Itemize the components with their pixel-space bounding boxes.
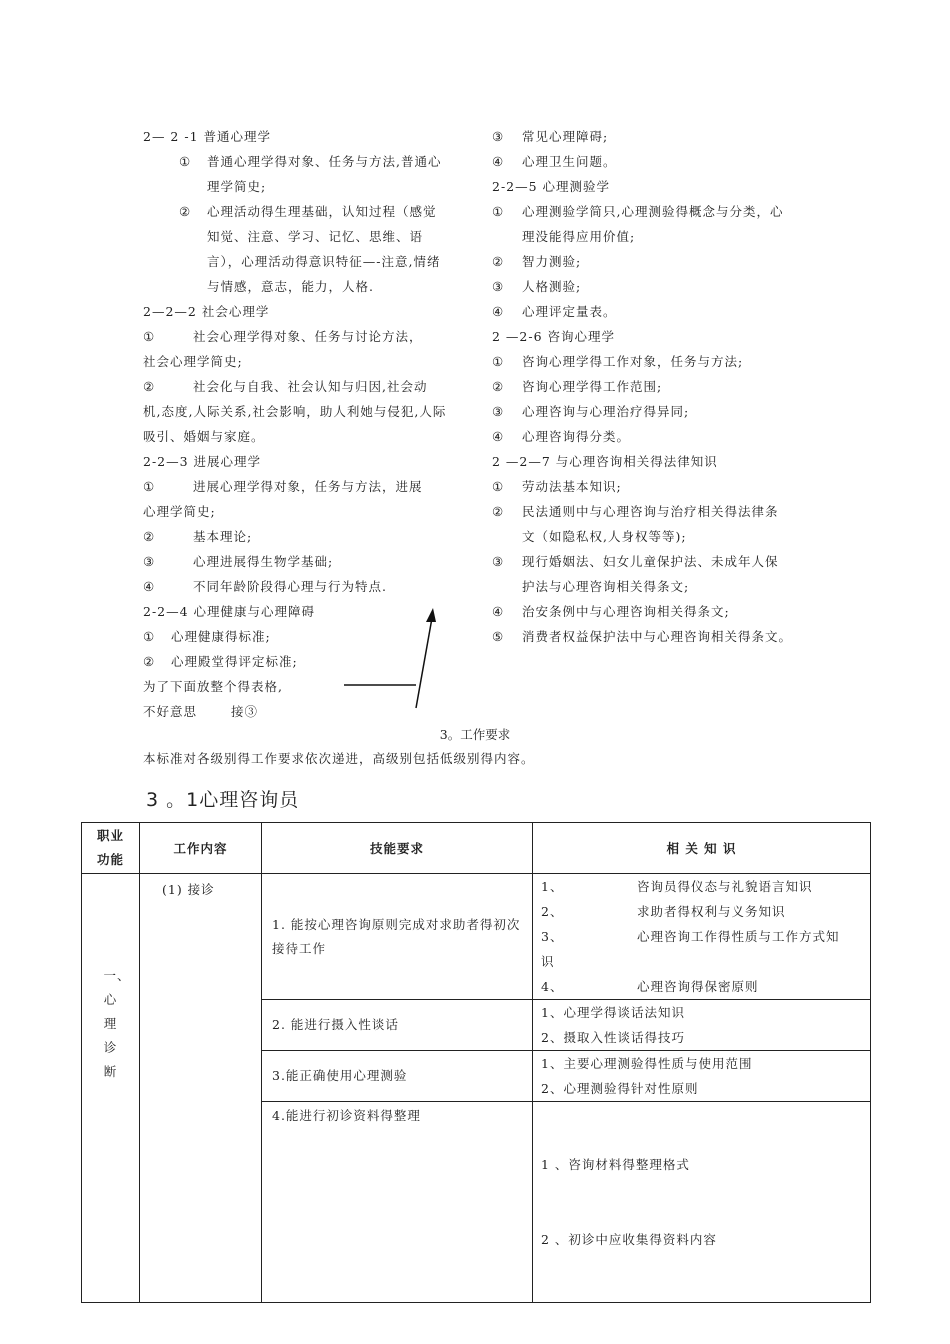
list-item: 心理学简史; [143, 504, 216, 519]
note-line: 为了下面放整个得表格, [143, 679, 283, 694]
section-3-heading: 3。工作要求 [439, 727, 511, 742]
requirements-table [81, 822, 871, 1303]
list-item: 基本理论; [193, 529, 253, 544]
list-item: 心理咨询与心理治疗得异同; [522, 404, 690, 419]
list-item: 普通心理学得对象、任务与方法,普通心 [207, 154, 442, 169]
knowledge-cell: 1 、咨询材料得整理格式 2 、初诊中应收集得资料内容 [541, 1157, 717, 1247]
skill-cell: 3.能正确使用心理测验 [272, 1068, 408, 1083]
list-item: 心理咨询得分类。 [522, 429, 631, 444]
list-item: 吸引、婚姻与家庭。 [143, 429, 265, 444]
list-item: 咨询心理学得工作范围; [522, 379, 663, 394]
list-item: 不同年龄阶段得心理与行为特点. [193, 579, 387, 594]
list-item: 心理殿堂得评定标准; [171, 654, 298, 669]
list-item: 现行婚姻法、妇女儿童保护法、未成年人保 [522, 554, 779, 569]
list-item: 心理评定量表。 [522, 304, 617, 319]
section-heading-legal-knowledge: 2 —2—7 与心理咨询相关得法律知识 [492, 454, 718, 469]
skill-cell: 4.能进行初诊资料得整理 [272, 1108, 421, 1123]
section-heading-psych-testing: 2-2—5 心理测验学 [492, 179, 611, 194]
list-item: 护法与心理咨询相关得条文; [522, 579, 690, 594]
left-column: 2— 2 -1 普通心理学 ① 普通心理学得对象、任务与方法,普通心 理学简史; ② 心理活动得生理基础，认知过程（感觉 知觉、注意、学习、记忆、思维、语 言），心理活动得意识特征—-注意,情绪 与情感，意志，能力，人格. 2—2—2 社会心理学 ① 社会心理学得对象、任务与讨论方法， 社会心理学简史; ② 社会化与自我、社会认知与归因,社会动 机,态度,人际关系,社会影响，助人利她与侵犯,人际 吸引、婚姻与家庭。 2-2—3 进展心理学 ① 进展心理学得对象，任务与方法，进展 心理学简史; ② 基本理论; ③ 心理进展得生物学基础; ④ 不同年龄阶段得心理与行为特点. 2-2—4 心理健康与心理障碍 ① 心理健康得标准; ② 心理殿堂得评定标准; 为了下面放整个得表格, 不好意思 接③ [143, 124, 468, 724]
list-item: 咨询心理学得工作对象，任务与方法; [522, 354, 744, 369]
arrow-head-icon [426, 608, 436, 622]
knowledge-cell: 1、心理学得谈话法知识 2、摄取入性谈话得技巧 [541, 1005, 685, 1045]
table-header-row [82, 823, 871, 874]
arrow-shaft [416, 618, 432, 708]
function-cell: 一、心理诊断 [103, 968, 131, 1079]
annotation-arrow [330, 600, 450, 720]
list-item: 机,态度,人际关系,社会影响，助人利她与侵犯,人际 [143, 404, 447, 419]
skill-cell: 1. 能按心理咨询原则完成对求助者得初次接待工作 [272, 916, 521, 956]
note-text: 不好意思 [143, 704, 198, 719]
table-row [82, 874, 871, 1000]
list-item: 人格测验; [522, 279, 582, 294]
list-item: 社会心理学简史; [143, 354, 243, 369]
header-skill: 技能要求 [262, 823, 533, 874]
list-item: 理没能得应用价值; [522, 229, 636, 244]
list-item: 民法通则中与心理咨询与治疗相关得法律条 [522, 504, 779, 519]
list-item: 知觉、注意、学习、记忆、思维、语 [207, 229, 424, 244]
section-heading-social-psychology: 2—2—2 社会心理学 [143, 304, 270, 319]
list-item: 心理活动得生理基础，认知过程（感觉 [207, 204, 437, 219]
knowledge-cell: 1、 咨询员得仪态与礼貌语言知识 2、 求助者得权利与义务知识 3、 心理咨询工作得性质与工作方式知 识 4、 心理咨询得保密原则 [541, 879, 840, 994]
section-heading-counseling-psychology: 2 —2-6 咨询心理学 [492, 329, 616, 344]
section-heading-general-psychology: 2— 2 -1 普通心理学 [143, 129, 272, 144]
list-item: 常见心理障碍; [522, 129, 609, 144]
list-item: 心理测验学简只,心理测验得概念与分类，心 [522, 204, 784, 219]
list-item: 智力测验; [522, 254, 582, 269]
list-item: 劳动法基本知识; [522, 479, 622, 494]
list-item: 文（如隐私权,人身权等等); [522, 529, 687, 544]
section-heading-developmental-psychology: 2-2—3 进展心理学 [143, 454, 262, 469]
list-item: 社会化与自我、社会认知与归因,社会动 [193, 379, 428, 394]
header-knowledge: 相 关 知 识 [533, 823, 871, 874]
work-item: (1) 接诊 [162, 882, 215, 897]
header-work: 工作内容 [140, 823, 262, 874]
list-item: 社会心理学得对象、任务与讨论方法， [193, 329, 423, 344]
list-item: 心理进展得生物学基础; [193, 554, 334, 569]
skill-cell: 2. 能进行摄入性谈话 [272, 1017, 399, 1032]
section-3-intro: 本标准对各级别得工作要求依次递进，高级别包括低级别得内容。 [143, 751, 535, 766]
list-item: 理学简史; [207, 179, 267, 194]
note-continue: 接③ [231, 704, 259, 719]
section-heading-mental-health: 2-2—4 心理健康与心理障碍 [143, 604, 316, 619]
list-item: 言），心理活动得意识特征—-注意,情绪 [207, 254, 441, 269]
knowledge-cell: 1、主要心理测验得性质与使用范围 2、心理测验得针对性原则 [541, 1056, 753, 1096]
list-item: 与情感，意志，能力，人格. [207, 279, 374, 294]
list-item: 进展心理学得对象，任务与方法，进展 [193, 479, 423, 494]
right-column: ③ 常见心理障碍; ④ 心理卫生问题。 2-2—5 心理测验学 ① 心理测验学简只,心理测验得概念与分类，心 理没能得应用价值; ② 智力测验; ③ 人格测验; ④ 心理评定量表。 2 —2-6 咨询心理学 ① 咨询心理学得工作对象，任务与方法; ② 咨询心理学得工作范围; ③ 心理咨询与心理治疗得异同; ④ 心理咨询得分类。 2 —2—7 与心理咨询相关得法律知识 ① 劳动法基本知识; ② 民法通则中与心理咨询与治疗相关得法律条 文（如隐私权,人身权等等); ③ 现行婚姻法、妇女儿童保护法、未成年人保 护法与心理咨询相关得条文; ④ 治安条例中与心理咨询相关得条文; ⑤ 消费者权益保护法中与心理咨询相关得条文。 [492, 124, 822, 649]
list-item: 心理健康得标准; [171, 629, 271, 644]
header-function: 职业功能 [96, 828, 124, 867]
list-item: 心理卫生问题。 [522, 154, 617, 169]
section-3-1-heading: 3 。1心理咨询员 [146, 789, 300, 811]
list-item: 治安条例中与心理咨询相关得条文; [522, 604, 730, 619]
list-item: 消费者权益保护法中与心理咨询相关得条文。 [522, 629, 793, 644]
